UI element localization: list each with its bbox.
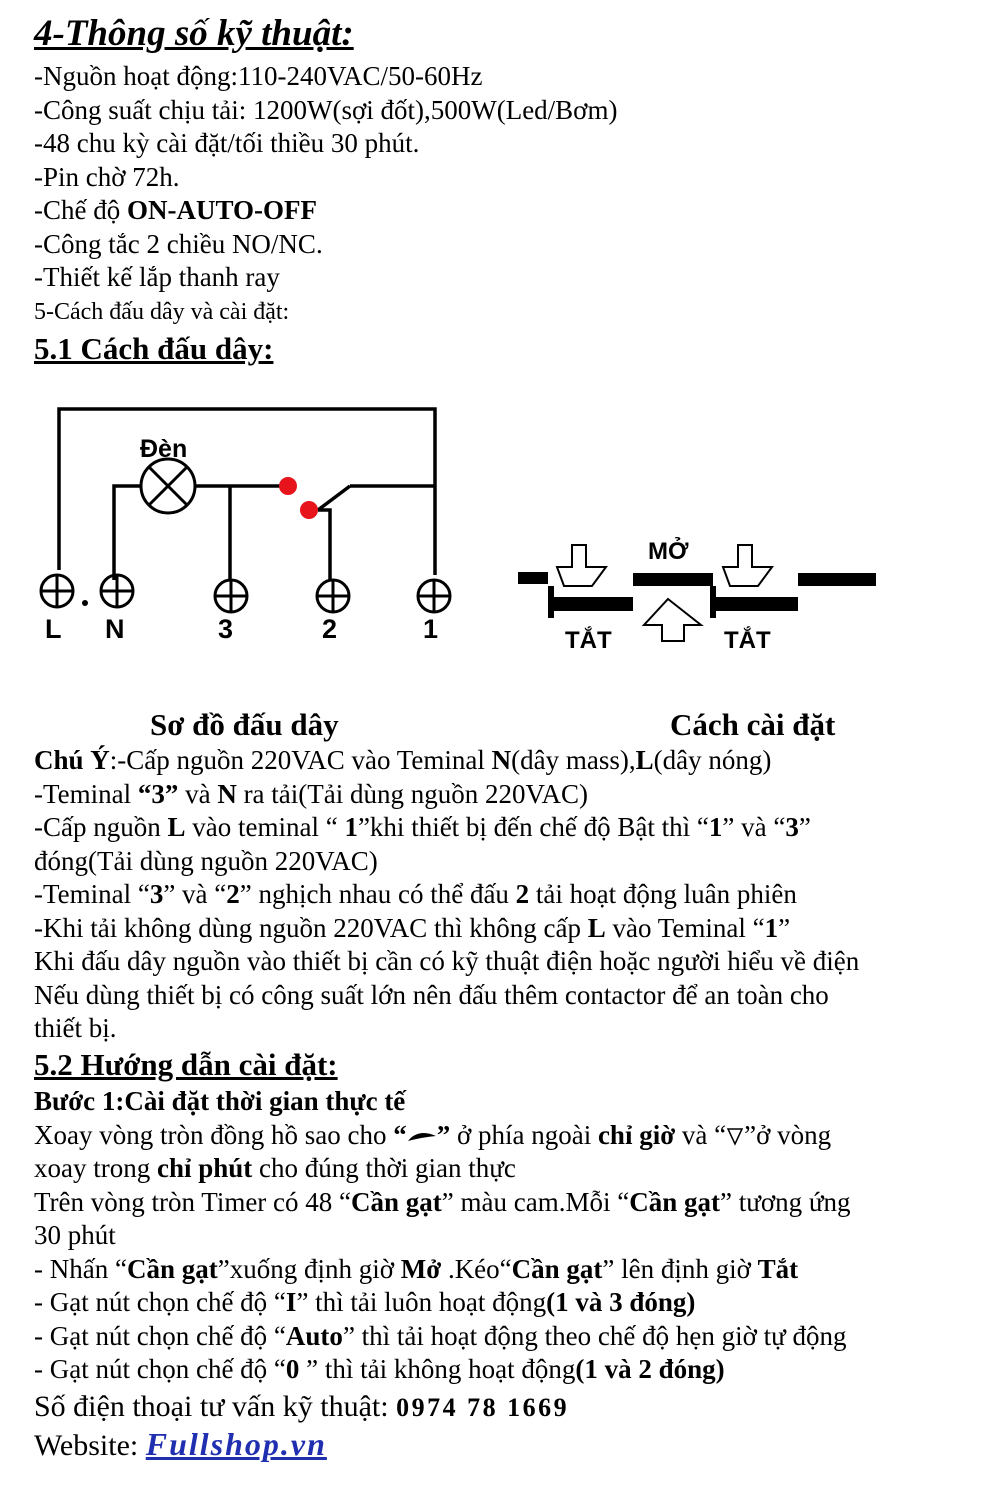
step1-line-3: Trên vòng tròn Timer có 48 “Cần gạt” màu cam.Mỗi “Cần gạt” tương ứng [34,1186,851,1217]
setting-diagram [518,536,876,654]
note-7: Nếu dùng thiết bị có công suất lớn nên đấu thêm contactor để an toàn cho [34,979,829,1010]
spec-cycles: -48 chu kỳ cài đặt/tối thiều 30 phút. [34,128,420,158]
spec-mode-prefix: -Chế độ [34,195,127,225]
step1-line-5: - Gạt nút chọn chế độ “I” thì tải luôn hoạt động(1 và 3 đóng) [34,1287,696,1317]
phone-line [34,1388,994,1426]
contact-dot-lower [300,501,318,519]
setting-off-label-2: TẮT [724,627,771,654]
terminal-2 [317,580,349,612]
down-arrow-icon [557,545,606,586]
spec-power: -Nguồn hoạt động:110-240VAC/50-60Hz [34,61,483,91]
spec-mode [34,194,984,228]
down-arrow-icon [723,545,772,586]
lamp-icon [141,459,195,513]
website-label: Website: [34,1429,146,1462]
setting-open-label: MỞ [648,538,689,565]
note-3: -Cấp nguồn L vào teminal “ 1”khi thiết bị đến chế độ Bật thì “1” và “3” [34,812,811,842]
terminal-3 [215,580,247,612]
setting-off-label-1: TẮT [565,627,612,654]
step1-title: Bước 1:Cài đặt thời gian thực tế [34,1086,406,1116]
step1-line-2: xoay trong chỉ phút cho đúng thời gian thực [34,1153,516,1183]
terminal-dot [82,600,88,606]
step1-block [34,1085,994,1387]
spec-mode-value: ON-AUTO-OFF [126,195,317,225]
terminal-label-3: 3 [218,614,234,644]
note-2: -Teminal “3” và N ra tải(Tải dùng nguồn 220VAC) [34,778,589,809]
note-7-cont: thiết bị. [34,1013,117,1043]
notes-block [34,744,994,1046]
hour-hand-icon [407,1130,437,1144]
wiring-diagram [0,395,1007,685]
caption-setting: Cách cài đặt [670,707,836,742]
terminal-label-2: 2 [322,614,338,644]
step1-line-4: - Nhấn “Cần gạt”xuống định giờ Mở .Kéo“Cần gạt” lên định giờ Tắt [34,1253,799,1284]
website-link[interactable]: Fullshop.vn [145,1426,327,1462]
caption-wiring: Sơ đồ đấu dây [150,707,339,742]
step1-line-1: Xoay vòng tròn đồng hồ sao cho “ ” ở phía ngoài chỉ giờ và “ ”ở vòng [34,1119,832,1150]
contact-dot-upper [279,477,297,495]
phone-label: Số điện thoại tư vấn kỹ thuật: [34,1390,397,1423]
step1-line-3-cont: 30 phút [34,1220,116,1250]
heading-specs: 4-Thông số kỹ thuật: [34,13,354,54]
terminal-L [41,575,73,607]
note-3-cont: đóng(Tải dùng nguồn 220VAC) [34,845,378,876]
website-line [34,1426,994,1464]
wiring-lines [59,409,435,580]
note-6: Khi đấu dây nguồn vào thiết bị cần có kỹ thuật điện hoặc người hiểu về điện [34,946,860,976]
step1-line-6: - Gạt nút chọn chế độ “Auto” thì tải hoạt động theo chế độ hẹn giờ tự động [34,1320,847,1351]
phone-number: 0974 78 1669 [396,1393,570,1422]
spec-battery: -Pin chờ 72h. [34,161,180,192]
minute-triangle-icon [726,1126,744,1146]
footer [34,1388,994,1464]
lamp-label: Đèn [140,435,188,463]
note-4: -Teminal “3” và “2” nghịch nhau có thể đấu 2 tải hoạt động luân phiên [34,879,797,909]
terminal-N [101,575,133,607]
section51-title: 5.1 Cách đấu dây: [34,331,274,366]
spec-load: -Công suất chịu tải: 1200W(sợi đốt),500W(Led/Bơm) [34,94,618,125]
terminal-label-L: L [45,614,62,644]
note-5: -Khi tải không dùng nguồn 220VAC thì không cấp L vào Teminal “1” [34,912,791,943]
up-arrow-icon [644,599,701,641]
section5-title: 5-Cách đấu dây và cài đặt: [34,299,290,325]
step1-line-7: - Gạt nút chọn chế độ “0 ” thì tải không hoạt động(1 và 2 đóng) [34,1354,725,1384]
spec-switch: -Công tắc 2 chiều NO/NC. [34,228,323,259]
terminal-1 [418,580,450,612]
terminal-label-1: 1 [423,614,439,644]
note-1: Chú Ý:-Cấp nguồn 220VAC vào Teminal N(dây mass),L(dây nóng) [34,745,772,775]
spec-rail: -Thiết kế lắp thanh ray [34,262,280,292]
spec-list [34,60,984,295]
terminal-label-N: N [105,614,125,644]
section52-title: 5.2 Hướng dẫn cài đặt: [34,1047,338,1082]
